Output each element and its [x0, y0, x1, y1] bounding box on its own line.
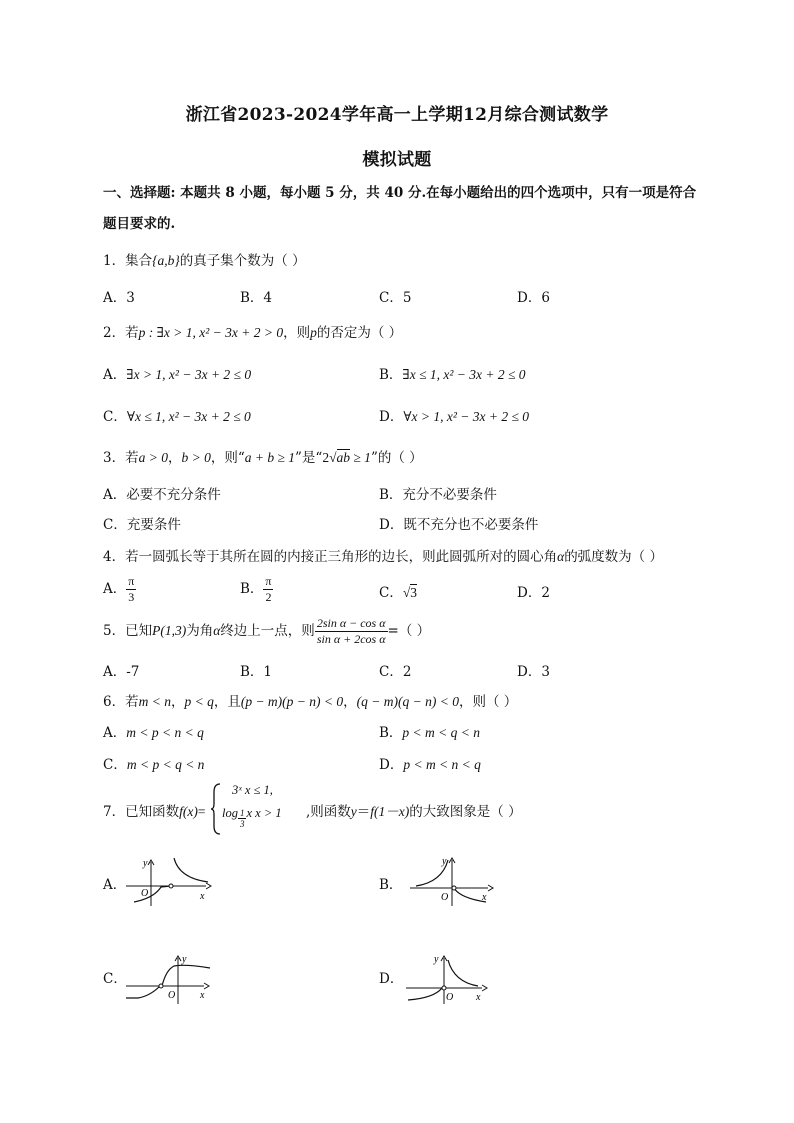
q4-stem [103, 545, 663, 565]
q4-option-a-den: 3 [128, 590, 135, 604]
q1-stem-post: 的真子集个数为（ ） [179, 253, 306, 269]
q4-option-a-fraction [126, 574, 136, 605]
axis-y-label: y [434, 954, 439, 965]
q2-stem-post: 的否定为（ ） [316, 325, 403, 341]
q7-option-d-label: D． [379, 971, 404, 987]
q7-option-b-label: B． [379, 877, 403, 893]
q4-alpha: α [557, 549, 565, 564]
q6-option-a [103, 721, 204, 741]
q4-stem-post: 的弧度数为（ ） [564, 549, 663, 565]
q5-stem-mid2: 终边上一点，则 [220, 623, 315, 639]
q4-option-c-radicand: 3 [410, 585, 418, 600]
q7-graph-a [124, 852, 214, 908]
q2-stem-mid: ，则 [283, 325, 311, 341]
q4-option-c [379, 581, 417, 601]
q6-sep-1: ， [170, 694, 185, 710]
q6-option-d-label: D． [379, 757, 404, 773]
q7-option-c-label: C． [103, 971, 127, 987]
q5-stem-mid: 为角 [186, 623, 214, 639]
q2-option-a-expr: ∃x > 1, x² − 3x + 2 ≤ 0 [126, 367, 252, 382]
q3-stem-pre: 3．若 [103, 450, 139, 466]
q5-option-c: C．2 [379, 664, 412, 680]
q2-proposition: p : ∃x > 1, x² − 3x + 2 > 0 [138, 325, 284, 340]
q7-case2-rest: x x > 1 [246, 806, 282, 820]
open-point [452, 886, 456, 890]
q7-case1: 3ˣ x ≤ 1, [232, 783, 273, 797]
q3-sep: ， [167, 450, 182, 466]
q4-option-d: D．2 [517, 585, 550, 601]
q2-option-c-expr: ∀x ≤ 1, x² − 3x + 2 ≤ 0 [126, 409, 251, 424]
origin-label: O [446, 992, 454, 1003]
q4-option-b-label: B． [240, 581, 264, 597]
open-point [159, 984, 163, 988]
q3-expr2-coef: 2 [322, 450, 330, 465]
q7-stem-pre [103, 800, 205, 820]
q3-stem-post: ”的（ ） [370, 450, 423, 466]
q6-cond-3: (p − m)(p − n) < 0 [240, 694, 344, 709]
q4-option-b-num: π [265, 574, 272, 588]
q4-option-b-fraction [263, 574, 273, 605]
q4-option-b-den: 2 [265, 590, 272, 604]
axis-y-label: y [182, 954, 187, 965]
curve-right [162, 965, 210, 986]
q4-option-a [103, 574, 136, 605]
axis-y-label: y [143, 858, 148, 869]
q2-option-b: B．∃x ≤ 1, x² − 3x + 2 ≤ 0 [379, 367, 526, 383]
q5-option-d: D．3 [517, 664, 550, 680]
doc-title-line1: 浙江省2023-2024学年高一上学期12月综合测试数学 [185, 105, 609, 125]
q6-cond-4: (q − m)(q − n) < 0 [356, 694, 459, 709]
q2-option-d: D．∀x > 1, x² − 3x + 2 ≤ 0 [379, 409, 529, 425]
q2-stem [103, 321, 402, 341]
q3-option-c: C．充要条件 [103, 517, 181, 533]
curve-right [174, 858, 208, 882]
doc-title-line2: 模拟试题 [362, 150, 432, 170]
open-point [442, 986, 446, 990]
q6-option-a-label: A． [103, 725, 127, 741]
q7-eq2: ＝ [356, 804, 371, 820]
q6-option-c-label: C． [103, 757, 127, 773]
q7-graph-b [408, 852, 498, 908]
curve-right [448, 960, 478, 986]
q6-option-c [103, 753, 204, 773]
q7-eq: = [197, 804, 206, 819]
axis-x-label: x [482, 892, 487, 903]
q7-case2 [222, 806, 282, 829]
curve-left [134, 886, 171, 902]
q5-alpha: α [213, 623, 221, 638]
q6-sep-2: ， [343, 694, 357, 710]
q5-option-b: B．1 [240, 664, 273, 680]
q7-case2-base-num: 1 [239, 808, 245, 818]
q2-option-c: C．∀x ≤ 1, x² − 3x + 2 ≤ 0 [103, 409, 251, 425]
q7-f1mx: f(1－x) [370, 804, 410, 819]
q4-option-a-num: π [128, 574, 135, 588]
q3-option-a: A．必要不充分条件 [103, 487, 221, 503]
axis-x-label: x [476, 992, 481, 1003]
q6-option-b [379, 721, 480, 741]
q3-stem-mid1: ，则“ [210, 450, 245, 466]
section-heading-line2: 题目要求的. [103, 216, 176, 232]
axis-x-label: x [200, 990, 205, 1001]
x-axis-arrow [488, 885, 493, 891]
q3-stem [103, 446, 423, 466]
q7-stem-post-text: 的大致图象是（ ） [409, 804, 522, 820]
q7-stem-pre-text: 7．已知函数 [103, 804, 180, 820]
origin-label: O [168, 990, 176, 1001]
q7-y: y [350, 804, 357, 819]
q1-stem [103, 249, 306, 269]
x-axis-arrow [206, 883, 211, 889]
origin-label: O [141, 888, 149, 899]
axis-x-label: x [200, 891, 205, 902]
q7-graph-c [124, 950, 214, 1006]
q4-stem-pre: 4．若一圆弧长等于其所在圆的内接正三角形的边长，则此圆弧所对的圆心角 [103, 549, 558, 565]
q6-option-c-expr: m < p < q < n [126, 757, 205, 772]
q6-cond-2: p < q [184, 694, 214, 709]
q7-case2-base-den: 3 [239, 819, 245, 829]
sqrt-icon: √ [402, 585, 411, 600]
q6-option-d [379, 753, 481, 773]
q7-fx: f(x) [179, 804, 198, 819]
q3-cond-b: b > 0 [181, 450, 211, 465]
q6-stem-pre: 6．若 [103, 694, 139, 710]
q6-stem-post: ，则（ ） [458, 694, 518, 710]
q5-stem-pre: 5．已知 [103, 623, 153, 639]
q2-option-d-expr: ∀x > 1, x² − 3x + 2 ≤ 0 [403, 409, 529, 424]
q4-option-b [240, 574, 273, 605]
q6-cond-1: m < n [138, 694, 171, 709]
q3-option-d: D．既不充分也不必要条件 [379, 517, 539, 533]
q7-stem-mid: ,则函数 [306, 804, 351, 820]
open-point [169, 884, 173, 888]
origin-label: O [441, 892, 449, 903]
q4-option-a-label: A． [103, 581, 127, 597]
q6-stem [103, 690, 517, 710]
q3-expr2-rest: ≥ 1 [350, 450, 371, 465]
q3-expr1: a + b ≥ 1 [244, 450, 296, 465]
q3-expr2-radicand: ab [336, 450, 351, 465]
q1-option-d: D．6 [517, 290, 550, 306]
q1-set: {a,b} [152, 253, 180, 268]
q5-fraction-num: 2sin α − cos α [316, 616, 386, 630]
q2-option-b-expr: ∃x ≤ 1, x² − 3x + 2 ≤ 0 [402, 367, 526, 382]
q3-stem-mid2: ”是“ [295, 450, 323, 466]
q2-option-a: A．∃x > 1, x² − 3x + 2 ≤ 0 [103, 367, 252, 383]
q6-option-b-label: B． [379, 725, 403, 741]
q3-cond-a: a > 0 [138, 450, 168, 465]
q5-stem-post: =（ ） [387, 623, 431, 639]
q5-fraction-den: sin α + 2cos α [316, 632, 386, 646]
q1-option-b: B．4 [240, 290, 273, 306]
axis-y-label: y [442, 856, 447, 867]
q1-stem-pre: 1．集合 [103, 253, 153, 269]
x-axis-arrow [482, 985, 487, 991]
curve-left [126, 986, 160, 998]
sqrt-icon: √ [329, 450, 337, 465]
q5-option-a: A．-7 [103, 664, 140, 680]
q1-option-c: C．5 [379, 290, 412, 306]
x-axis-arrow [204, 983, 209, 989]
q7-graph-d [404, 950, 494, 1006]
section-heading-line1: 一、选择题: 本题共 8 小题，每小题 5 分，共 40 分.在每小题给出的四个选项中，只有一项是符合 [103, 185, 697, 201]
q7-option-a-label: A． [103, 877, 127, 893]
q6-option-b-expr: p < m < q < n [402, 725, 481, 740]
q7-brace [210, 782, 222, 836]
q6-stem-mid: ，且 [213, 694, 241, 710]
q6-option-a-expr: m < p < n < q [126, 725, 204, 740]
curve-left [408, 988, 442, 1000]
q1-option-a: A．3 [103, 290, 135, 306]
q6-option-d-expr: p < m < n < q [403, 757, 481, 772]
q5-point: P(1,3) [152, 623, 187, 638]
q2-p: p [310, 325, 317, 340]
q7-case2-log: log [222, 806, 238, 820]
q2-stem-pre: 2．若 [103, 325, 139, 341]
q3-option-b: B．充分不必要条件 [379, 487, 497, 503]
q5-fraction [315, 616, 388, 647]
q5-stem [103, 616, 430, 647]
q7-stem-post [306, 800, 522, 820]
q4-option-c-label: C． [379, 585, 403, 601]
